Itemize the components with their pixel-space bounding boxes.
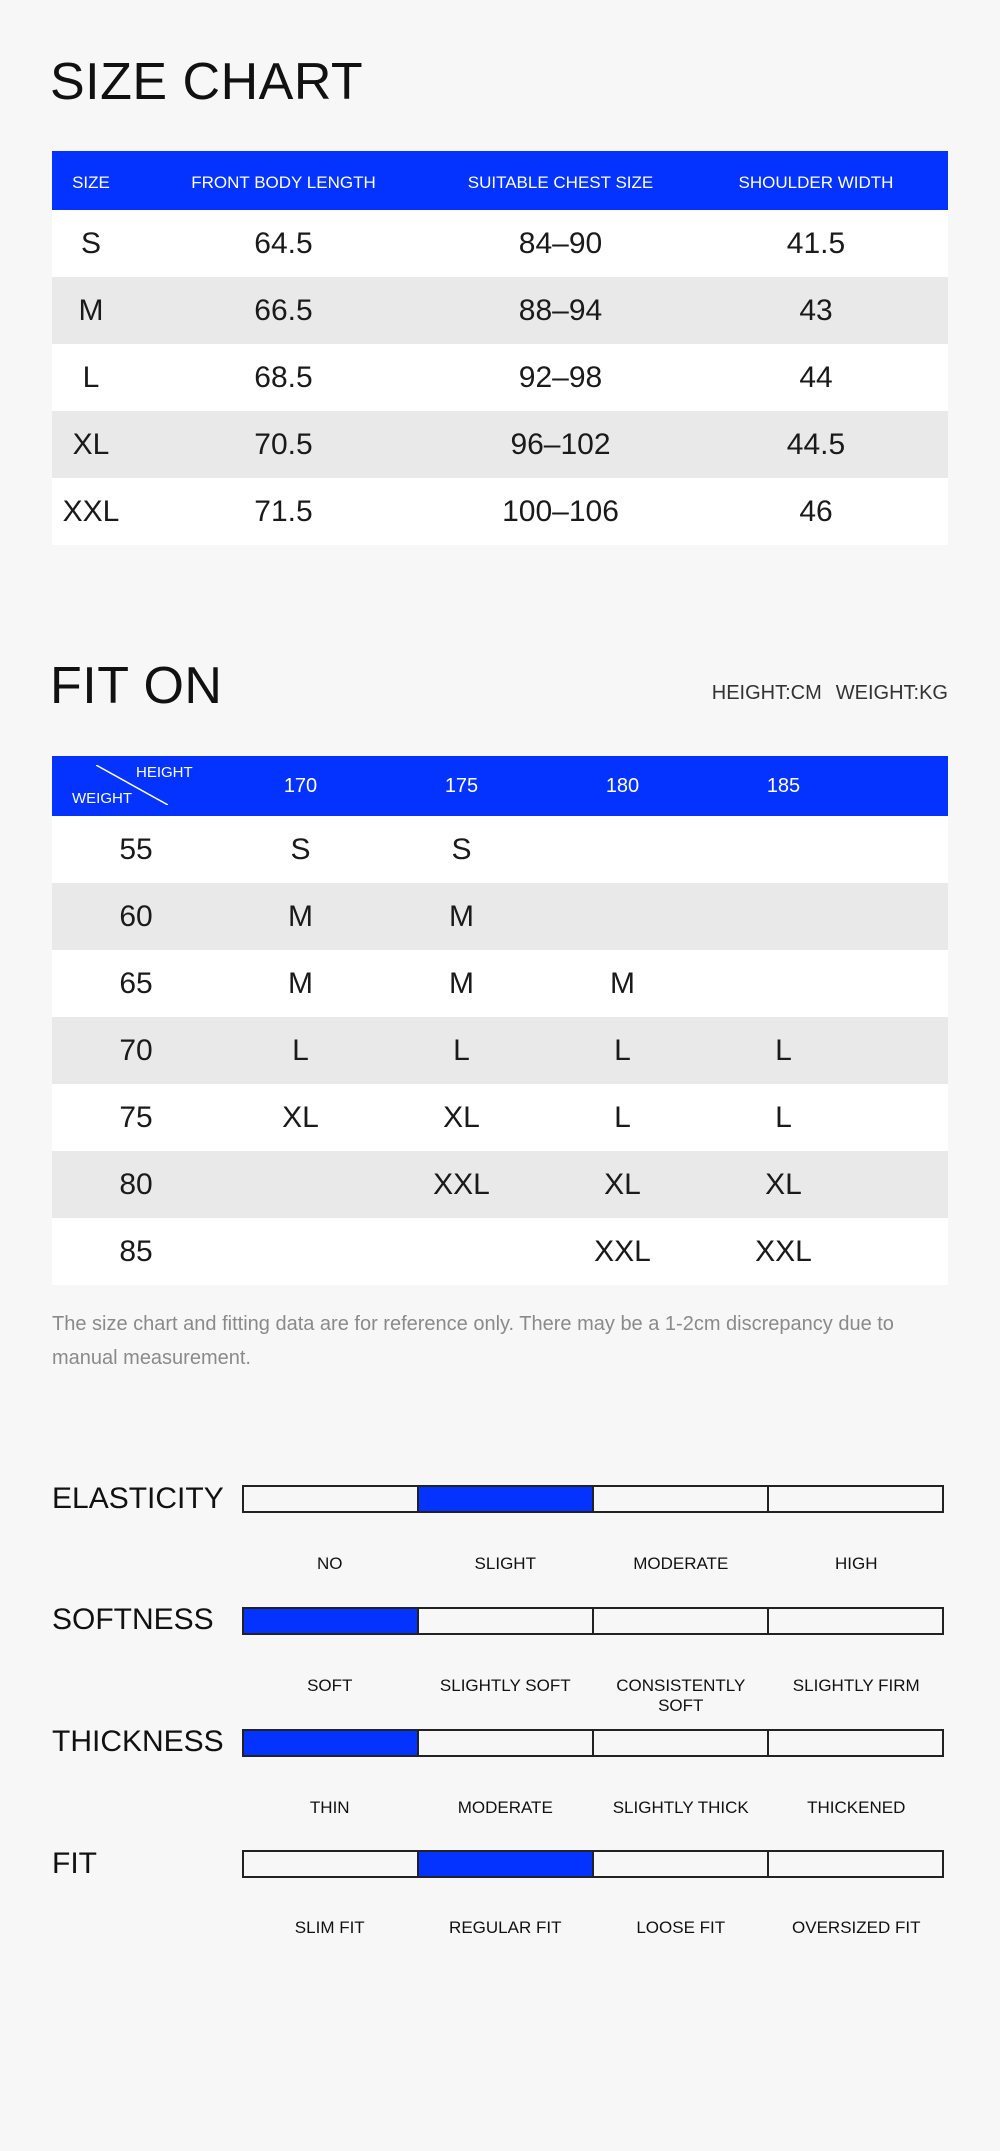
front-body-length-cell: 70.5 xyxy=(254,427,313,461)
recommended-size-cell: L xyxy=(775,1033,792,1067)
row-spacer xyxy=(864,1084,948,1151)
shoulder-width-cell: 41.5 xyxy=(786,226,846,260)
row-spacer xyxy=(864,883,948,950)
weight-cell: 65 xyxy=(119,966,153,1000)
fit-options xyxy=(242,1918,944,1938)
header-size: SIZE xyxy=(72,172,110,192)
rating-option-label: SLIM FIT xyxy=(294,1918,365,1937)
weight-unit-label: WEIGHT:KG xyxy=(835,682,948,704)
recommended-size-cell: M xyxy=(610,966,635,1000)
weight-cell: 60 xyxy=(119,899,153,933)
recommended-size-cell: M xyxy=(288,899,313,933)
rating-option-label: SLIGHTLY FIRM xyxy=(792,1676,920,1695)
rating-segment xyxy=(769,1852,942,1876)
rating-segment-selected xyxy=(244,1731,419,1755)
rating-segment xyxy=(244,1852,419,1876)
softness-options xyxy=(242,1676,944,1716)
rating-option-label: REGULAR FIT xyxy=(449,1918,562,1937)
table-row xyxy=(52,344,948,411)
rating-segment xyxy=(244,1487,419,1511)
table-row xyxy=(52,883,948,950)
elasticity-options xyxy=(242,1554,944,1574)
rating-option-label: OVERSIZED FIT xyxy=(792,1918,921,1937)
table-row xyxy=(52,816,948,883)
rating-option-label: SLIGHT xyxy=(474,1554,536,1573)
rating-option-label: SOFT xyxy=(307,1676,353,1695)
rating-option-label: THIN xyxy=(309,1798,350,1817)
recommended-size-cell xyxy=(220,1218,381,1285)
header-front-body-length: FRONT BODY LENGTH xyxy=(191,172,376,192)
size-cell: L xyxy=(82,360,100,394)
recommended-size-cell xyxy=(703,883,864,950)
chest-size-cell: 88–94 xyxy=(518,293,603,327)
header-suitable-chest-size: SUITABLE CHEST SIZE xyxy=(467,172,654,192)
size-cell: XXL xyxy=(62,494,120,528)
fit-on-header-row xyxy=(52,756,948,816)
rating-segment xyxy=(594,1731,769,1755)
units-legend xyxy=(712,682,948,705)
size-chart-table xyxy=(52,151,948,545)
recommended-size-cell: XXL xyxy=(433,1167,490,1201)
recommended-size-cell: XL xyxy=(604,1167,641,1201)
rating-segment-selected xyxy=(419,1852,594,1876)
height-header: 170 xyxy=(283,774,318,797)
shoulder-width-cell: 44.5 xyxy=(786,427,846,461)
softness-label: SOFTNESS xyxy=(52,1603,214,1636)
front-body-length-cell: 71.5 xyxy=(254,494,313,528)
rating-segment-selected xyxy=(419,1487,594,1511)
recommended-size-cell xyxy=(220,1151,381,1218)
rating-option-label: LOOSE FIT xyxy=(636,1918,726,1937)
recommended-size-cell xyxy=(703,950,864,1017)
elasticity-label: ELASTICITY xyxy=(52,1482,224,1515)
front-body-length-cell: 66.5 xyxy=(254,293,313,327)
recommended-size-cell xyxy=(381,1218,542,1285)
rating-option-label: THICKENED xyxy=(807,1798,906,1817)
recommended-size-cell: L xyxy=(614,1033,631,1067)
rating-option-label: SLIGHTLY SOFT xyxy=(439,1676,571,1695)
rating-segment xyxy=(594,1487,769,1511)
recommended-size-cell: M xyxy=(449,966,474,1000)
recommended-size-cell: L xyxy=(292,1033,309,1067)
table-row xyxy=(52,1218,948,1285)
recommended-size-cell: L xyxy=(453,1033,470,1067)
thickness-label: THICKNESS xyxy=(52,1725,224,1758)
height-header: 185 xyxy=(766,774,801,797)
rating-segment xyxy=(419,1609,594,1633)
rating-segment xyxy=(769,1609,942,1633)
table-row xyxy=(52,277,948,344)
size-cell: XL xyxy=(72,427,110,461)
recommended-size-cell: XXL xyxy=(594,1234,651,1268)
rating-option-label: SLIGHTLY THICK xyxy=(612,1798,749,1817)
recommended-size-cell: S xyxy=(290,832,311,866)
shoulder-width-cell: 46 xyxy=(799,494,833,528)
recommended-size-cell: M xyxy=(449,899,474,933)
rating-option-label: NO xyxy=(317,1554,343,1573)
chest-size-cell: 96–102 xyxy=(510,427,611,461)
row-spacer xyxy=(864,1218,948,1285)
rating-segment xyxy=(769,1487,942,1511)
rating-segment xyxy=(769,1731,942,1755)
recommended-size-cell: XXL xyxy=(755,1234,812,1268)
fit-label: FIT xyxy=(52,1847,97,1880)
thickness-rating-bar xyxy=(242,1729,944,1757)
weight-cell: 55 xyxy=(119,832,153,866)
row-spacer xyxy=(864,950,948,1017)
height-unit-label: HEIGHT:CM xyxy=(711,682,822,704)
rating-option-label: CONSISTENTLY SOFT xyxy=(616,1676,746,1715)
weight-cell: 80 xyxy=(119,1167,153,1201)
recommended-size-cell xyxy=(542,816,703,883)
size-chart-title: SIZE CHART xyxy=(50,53,364,111)
recommended-size-cell: XL xyxy=(282,1100,319,1134)
shoulder-width-cell: 43 xyxy=(799,293,833,327)
header-spacer xyxy=(864,756,948,816)
table-row xyxy=(52,950,948,1017)
recommended-size-cell: L xyxy=(775,1100,792,1134)
table-row xyxy=(52,1151,948,1218)
weight-cell: 70 xyxy=(119,1033,153,1067)
size-chart-header-row xyxy=(52,151,948,210)
row-spacer xyxy=(864,816,948,883)
reference-note: The size chart and fitting data are for reference only. There may be a 1-2cm discrepancy due to manual measurement. xyxy=(52,1313,894,1369)
corner-height-label: HEIGHT xyxy=(136,764,193,781)
row-spacer xyxy=(864,1151,948,1218)
rating-option-label: HIGH xyxy=(835,1554,878,1573)
corner-weight-label: WEIGHT xyxy=(72,790,132,807)
size-cell: S xyxy=(80,226,101,260)
chest-size-cell: 92–98 xyxy=(518,360,603,394)
chest-size-cell: 100–106 xyxy=(502,494,619,528)
recommended-size-cell: L xyxy=(614,1100,631,1134)
fit-on-title: FIT ON xyxy=(50,657,223,715)
weight-cell: 85 xyxy=(119,1234,153,1268)
fit-rating-bar xyxy=(242,1850,944,1878)
header-shoulder-width: SHOULDER WIDTH xyxy=(738,172,894,192)
height-weight-corner xyxy=(52,756,220,816)
recommended-size-cell xyxy=(703,816,864,883)
height-header: 180 xyxy=(605,774,640,797)
rating-option-label: MODERATE xyxy=(457,1798,553,1817)
table-row xyxy=(52,210,948,277)
softness-rating-bar xyxy=(242,1607,944,1635)
table-row xyxy=(52,478,948,545)
recommended-size-cell: M xyxy=(288,966,313,1000)
weight-cell: 75 xyxy=(119,1100,153,1134)
table-row xyxy=(52,411,948,478)
front-body-length-cell: 64.5 xyxy=(254,226,313,260)
rating-option-label: MODERATE xyxy=(633,1554,729,1573)
recommended-size-cell: XL xyxy=(443,1100,480,1134)
fit-on-table xyxy=(52,756,948,1285)
table-row xyxy=(52,1017,948,1084)
height-header: 175 xyxy=(444,774,479,797)
rating-segment xyxy=(419,1731,594,1755)
thickness-options xyxy=(242,1798,944,1818)
size-cell: M xyxy=(78,293,104,327)
rating-segment xyxy=(594,1609,769,1633)
recommended-size-cell: S xyxy=(451,832,472,866)
recommended-size-cell xyxy=(542,883,703,950)
shoulder-width-cell: 44 xyxy=(799,360,833,394)
front-body-length-cell: 68.5 xyxy=(254,360,313,394)
recommended-size-cell: XL xyxy=(765,1167,802,1201)
chest-size-cell: 84–90 xyxy=(518,226,603,260)
rating-segment-selected xyxy=(244,1609,419,1633)
table-row xyxy=(52,1084,948,1151)
elasticity-rating-bar xyxy=(242,1485,944,1513)
row-spacer xyxy=(864,1017,948,1084)
rating-segment xyxy=(594,1852,769,1876)
